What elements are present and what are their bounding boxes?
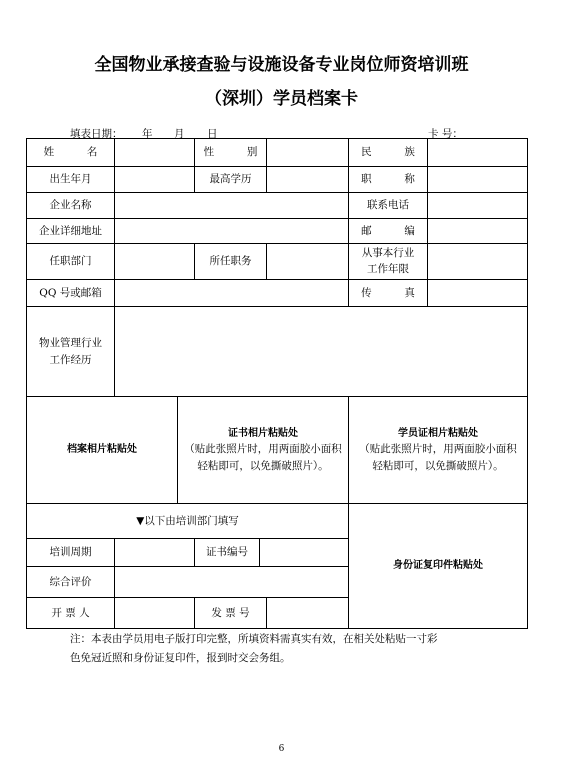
certificate-photo-title: 证书相片粘贴处 (228, 427, 298, 439)
page-number: 6 (278, 744, 285, 754)
fill-year-label: 年 (142, 128, 153, 140)
label-postcode: 邮 编 (361, 224, 430, 237)
input-department[interactable] (115, 244, 194, 279)
label-name: 姓 名 (43, 146, 113, 159)
label-department: 任职部门 (49, 255, 92, 268)
input-title[interactable] (428, 167, 527, 192)
student-card-photo-note-2: 轻粘即可，以免撕破照片）。 (372, 459, 504, 472)
input-ethnicity[interactable] (428, 139, 527, 166)
input-address[interactable] (115, 219, 348, 243)
card-number-label: 卡 号： (428, 128, 463, 140)
input-gender[interactable] (267, 139, 348, 166)
label-industry-years: 从事本行业 工作年限 (361, 247, 415, 275)
input-education[interactable] (267, 167, 348, 192)
fill-month-label: 月 (174, 128, 185, 140)
id-copy-area: 身份证复印件粘贴处 (393, 560, 483, 572)
input-work-experience[interactable] (115, 307, 527, 396)
label-invoice-number: 发 票 号 (211, 606, 250, 619)
label-ethnicity: 民 族 (361, 146, 430, 159)
input-qq-email[interactable] (115, 280, 348, 306)
page-title: 全国物业承接查验与设施设备专业岗位师资培训班 (94, 55, 469, 75)
fill-day-label: 日 (207, 128, 218, 140)
input-invoice-number[interactable] (267, 598, 348, 628)
page-subtitle: （深圳）学员档案卡 (205, 89, 358, 109)
input-company[interactable] (115, 193, 348, 218)
label-address: 企业详细地址 (39, 224, 102, 237)
label-company: 企业名称 (49, 199, 92, 212)
footer-note (70, 630, 515, 668)
label-gender: 性 别 (203, 146, 273, 159)
student-card-photo-title: 学员证相片粘贴处 (398, 427, 478, 439)
label-title: 职 称 (361, 173, 430, 186)
label-qq-email: QQ 号或邮箱 (39, 286, 102, 299)
label-fax: 传 真 (361, 286, 430, 299)
input-industry-years[interactable] (428, 244, 527, 279)
footer-note-line-2: 色免冠近照和身份证复印件，报到时交会务组。 (70, 652, 291, 664)
input-evaluation[interactable] (115, 567, 348, 597)
input-name[interactable] (115, 139, 194, 166)
certificate-photo-area (178, 397, 348, 503)
input-phone[interactable] (428, 193, 527, 218)
label-work-experience: 物业管理行业 工作经历 (39, 337, 102, 366)
student-card-photo-note: （贴此张照片时，用两面胶小面积 (359, 443, 517, 456)
input-invoicer[interactable] (115, 598, 194, 628)
input-postcode[interactable] (428, 219, 527, 243)
input-fax[interactable] (428, 280, 527, 306)
student-card-photo-area (349, 397, 527, 503)
label-evaluation: 综合评价 (49, 575, 92, 588)
input-birth[interactable] (115, 167, 194, 192)
certificate-photo-note-2: 轻粘即可，以免撕破照片）。 (197, 459, 329, 472)
label-training-period: 培训周期 (49, 546, 92, 559)
label-invoicer: 开 票 人 (51, 606, 90, 619)
fill-date-label: 填表日期： (70, 128, 123, 140)
label-position: 所任职务 (209, 255, 252, 268)
certificate-photo-note: （贴此张照片时，用两面胶小面积 (184, 443, 342, 456)
training-section-label: ▼以下由培训部门填写 (136, 514, 239, 527)
input-position[interactable] (267, 244, 348, 279)
label-education: 最高学历 (209, 173, 252, 186)
archive-photo-area: 档案相片粘贴处 (67, 444, 137, 456)
footer-note-line-1: 注：本表由学员用电子版打印完整，所填资料需真实有效，在相关处粘贴一寸彩 (70, 633, 438, 645)
label-phone: 联系电话 (367, 199, 409, 212)
label-certificate-number: 证书编号 (206, 546, 248, 559)
input-training-period[interactable] (115, 539, 194, 566)
label-birth: 出生年月 (49, 173, 92, 186)
input-certificate-number[interactable] (260, 539, 348, 566)
